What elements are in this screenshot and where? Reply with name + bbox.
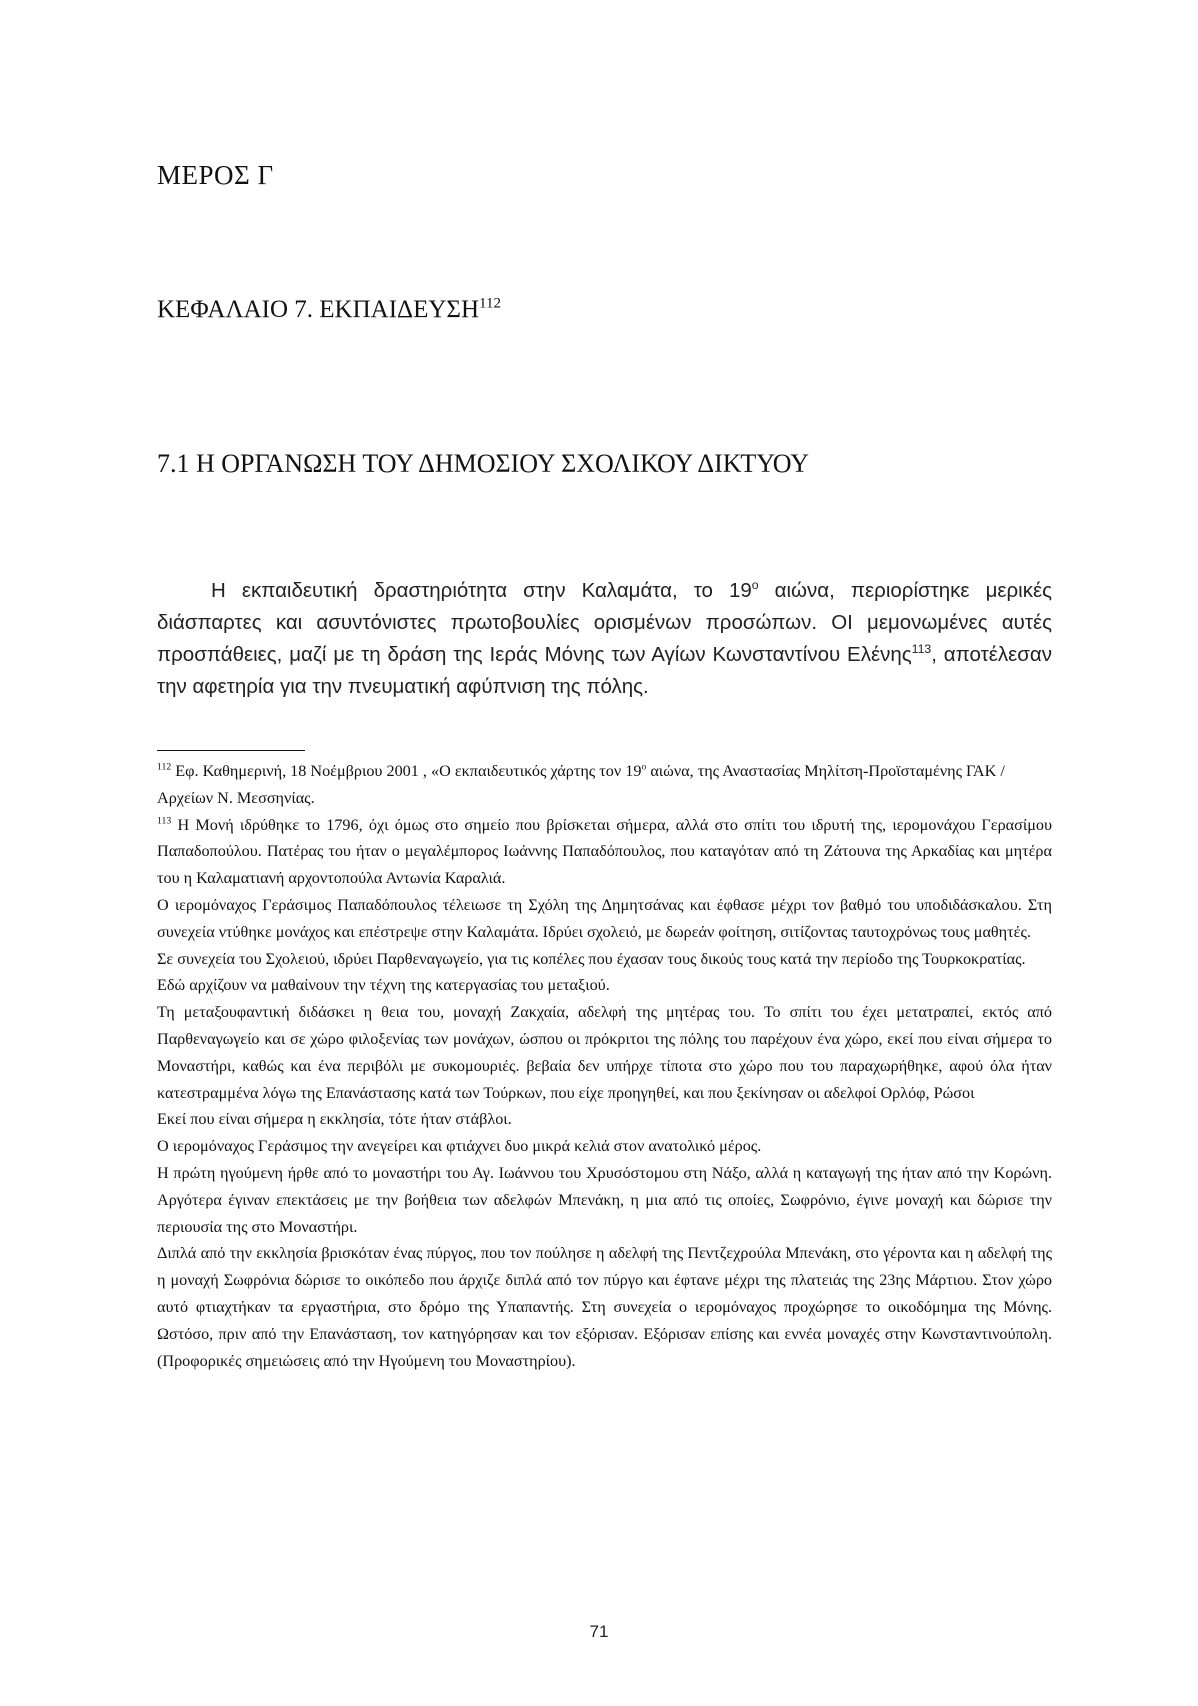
body-paragraph [157,575,1052,703]
footnote-separator [157,750,305,751]
page-number: 71 [589,1622,609,1641]
ordinal-superscript: ο [751,578,759,593]
footnote-112-text-part2: αιώνα, της Αναστασίας Μηλίτση-Προϊσταμένης ΓΑΚ / Αρχείων Ν. Μεσσηνίας. [157,762,1005,807]
footnote-paragraph: Διπλά από την εκκλησία βρισκόταν ένας πύργος, που τον πούλησε η αδελφή της Πεντζεχρούλα Μπενάκη, στο γέροντα και η αδελφή της η μοναχή Σωφρόνια δώρισε το οικόπεδο που άρχιζε διπλά από τον πύργο και έφτανε μέχρι της πλατειάς της 23ης Μάρτιου. Στον χώρο αυτό φτιαχτήκαν τα εργαστήρια, στο δρόμο της Υπαπαντής. Στη συνεχεία ο ιερομόναχος προχώρησε το οικοδόμημα της Μόνης. Ωστόσο, πριν από την Επανάσταση, τον κατηγόρησαν και τον εξόρισαν. Εξόρισαν επίσης και εννέα μοναχές στην Κωνσταντινούπολη. (Προφορικές σημειώσεις από την Ηγούμενη του Μοναστηρίου). [157,1244,1052,1370]
footnote-ref-112: 112 [479,295,501,312]
section-title: 7.1 Η ΟΡΓΑΝΩΣΗ ΤΟΥ ΔΗΜΟΣΙΟΥ ΣΧΟΛΙΚΟΥ ΔΙΚΤΥΟΥ [157,449,809,478]
footnotes [157,758,1052,1374]
footnote-112-ordinal: ο [641,761,647,773]
footnote-paragraph: Εδώ αρχίζουν να μαθαίνουν την τέχνη της κατεργασίας του μεταξιού. [157,976,610,995]
footnote-113 [157,812,1052,892]
footnote-paragraph: Η πρώτη ηγούμενη ήρθε από το μοναστήρι του Αγ. Ιωάννου του Χρυσόστομου στη Νάξο, αλλά η καταγωγή της ήταν από την Κορώνη. Αργότερα έγιναν επεκτάσεις με την βοήθεια των αδελφών Μπενάκη, η μια από τις οποίες, Σωφρόνιο, έγινε μοναχή και δώρισε την περιουσία της στο Μοναστήρι. [157,1163,1052,1236]
footnote-paragraph: Τη μεταξουφαντική διδάσκει η θεια του, μοναχή Ζακχαία, αδελφή της μητέρας του. Το σπίτι του έχει μετατραπεί, εκτός από Παρθεναγωγείο και σε χώρο φιλοξενίας των μονάχων, ώσπου οι πρόκριτοι της πόλης του παρέχουν ένα χώρο, εκεί που είναι σήμερα το Μοναστήρι, καθώς και ένα περιβόλι με συκομουριές. βεβαία δεν υπήρχε τίποτα στο χώρο που του παραχωρήθηκε, αφού όλα ήταν κατεστραμμένα λόγω της Επανάστασης κατά των Τούρκων, που είχε προηγηθεί, και που ξεκίνησαν οι αδελφοί Ορλόφ, Ρώσοι [157,1003,1052,1102]
footnote-number-113: 113 [157,815,172,827]
footnote-paragraph: Ο ιερομόναχος Γεράσιμος Παπαδόπουλος τέλειωσε τη Σχόλη της Δημητσάνας και έφθασε μέχρι τον βαθμό του υποδιδάσκαλου. Στη συνεχεία ντύθηκε μονάχος και επέστρεψε στην Καλαμάτα. Ιδρύει σχολειό, με δωρεάν φοίτηση, σιτίζοντας ταυτοχρόνως τους μαθητές. [157,895,1052,941]
footnote-113-text: Η Μονή ιδρύθηκε το 1796, όχι όμως στο σημείο που βρίσκεται σήμερα, αλλά στο σπίτι του ιδρυτή της, ιερομονάχου Γερασίμου Παπαδοπούλου. Πατέρας του ήταν ο μεγαλέμπορος Ιωάννης Παπαδόπουλος, που καταγόταν από τη Ζάτουνα της Αρκαδίας και μητέρα του η Καλαματιανή αρχοντοπούλα Αντωνία Καραλιά. [157,815,1052,888]
footnote-ref-113: 113 [911,642,932,657]
chapter-title-text: ΚΕΦΑΛΑΙΟ 7. ΕΚΠΑΙΔΕΥΣΗ [157,296,480,323]
part-title: ΜΕΡΟΣ Γ [157,160,274,190]
footnote-paragraph: Ο ιερομόναχος Γεράσιμος την ανεγείρει και φτιάχνει δυο μικρά κελιά στον ανατολικό μέρος. [157,1137,762,1156]
footnote-112-text-part1: Εφ. Καθημερινή, 18 Νοέμβριου 2001 , «Ο εκπαιδευτικός χάρτης τον 19 [171,762,642,780]
footnote-paragraph: Εκεί που είναι σήμερα η εκκλησία, τότε ήταν στάβλοι. [157,1110,512,1129]
body-text-part1: Η εκπαιδευτική δραστηριότητα στην Καλαμάτα, το 19 [211,579,752,602]
footnote-paragraph: Σε συνεχεία του Σχολειού, ιδρύει Παρθεναγωγείο, για τις κοπέλες που έχασαν τους δικούς τους κατά την περίοδο της Τουρκοκρατίας. [157,949,1026,968]
body-text-part3: , αποτέλεσαν την αφετηρία για την πνευματική αφύπνιση της πόλης. [157,643,1052,698]
footnote-112 [157,758,1052,812]
body-text-part2: αιώνα, περιορίστηκε μερικές διάσπαρτες και ασυντόνιστες πρωτοβουλίες ορισμένων προσώπων. ΟΙ μεμονωμένες αυτές προσπάθειες, μαζί με τη δράση της Ιεράς Μόνης των Αγίων Κωνσταντίνου Ελένης [157,579,1053,666]
chapter-title [157,296,501,324]
footnote-number-112: 112 [157,761,172,773]
